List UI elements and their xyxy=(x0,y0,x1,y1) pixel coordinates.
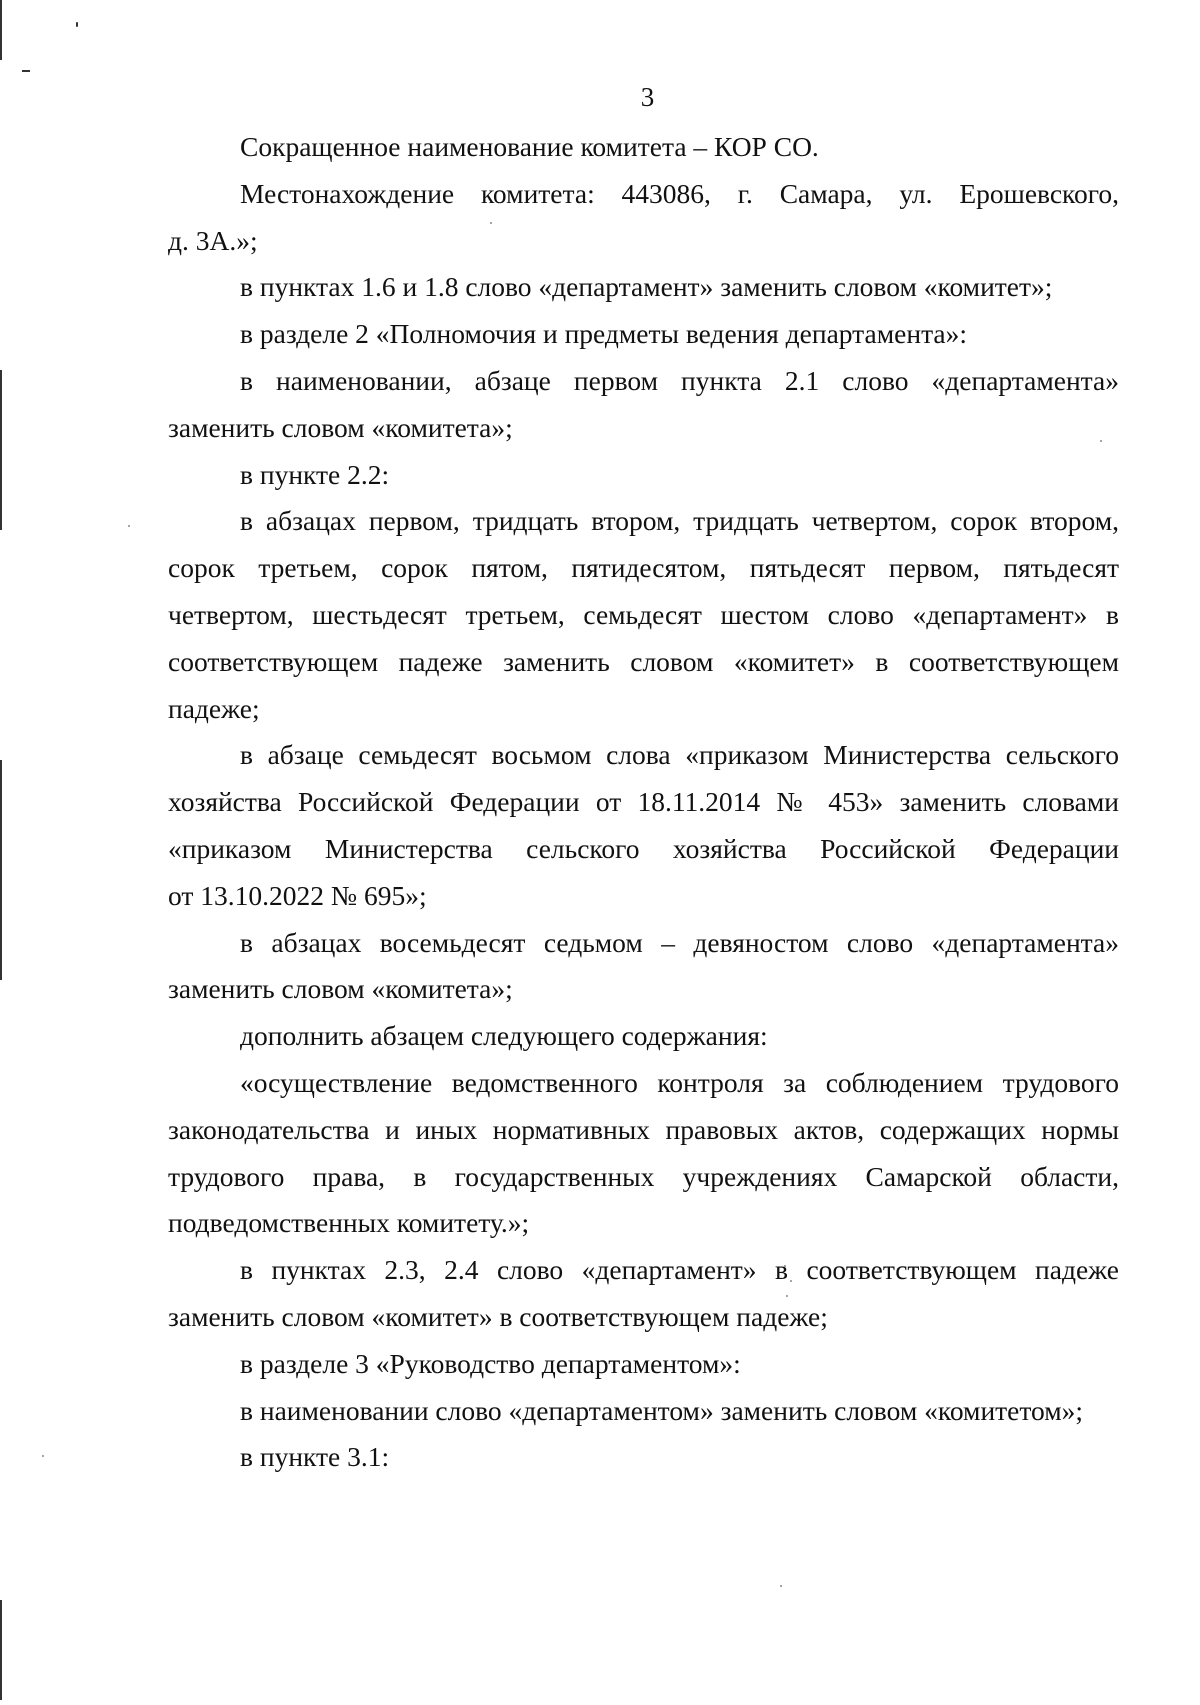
page-number: 3 xyxy=(640,82,655,112)
paragraph xyxy=(168,1388,1119,1435)
paragraph xyxy=(168,1341,1119,1388)
text-line: заменить словом «комитета»; xyxy=(168,411,513,443)
paragraph xyxy=(168,452,1119,499)
scan-edge-marks xyxy=(0,0,14,1705)
text-line: в пункте 2.2: xyxy=(240,458,390,490)
text-line: четвертом, шестьдесят третьем, семьдесят шестом слово «департамент» в xyxy=(168,598,1119,630)
text-line: в наименовании, абзаце первом пункта 2.1 слово «департамента» xyxy=(240,364,1119,396)
text-line: в наименовании слово «департаментом» заменить словом «комитетом»; xyxy=(240,1394,1084,1426)
paragraph xyxy=(168,264,1119,311)
paragraph xyxy=(168,171,1119,265)
text-line: сорок третьем, сорок пятом, пятидесятом, пятьдесят первом, пятьдесят xyxy=(168,552,1119,584)
text-line: Сокращенное наименование комитета – КОР СО. xyxy=(240,131,819,162)
text-line: Местонахождение комитета: 443086, г. Самара, ул. Ерошевского, xyxy=(240,177,1119,209)
text-line: д. 3А.»; xyxy=(168,224,258,256)
text-line: соответствующем падеже заменить словом «комитет» в соответствующем xyxy=(168,645,1119,677)
text-line: в абзацах первом, тридцать втором, тридцать четвертом, сорок втором, xyxy=(240,505,1119,537)
paragraph xyxy=(168,1434,1119,1481)
paragraph xyxy=(168,1060,1119,1247)
paragraph xyxy=(168,124,1119,171)
text-line: в абзацах восемьдесят седьмом – девяностом слово «департамента» xyxy=(240,926,1119,958)
text-line: в пункте 3.1: xyxy=(240,1441,390,1473)
text-line: подведомственных комитету.»; xyxy=(168,1207,530,1239)
document-body xyxy=(168,124,1119,1481)
text-line: в пунктах 2.3, 2.4 слово «департамент» в соответствующем падеже xyxy=(240,1254,1119,1286)
paragraph xyxy=(168,1247,1119,1341)
paragraph xyxy=(168,498,1119,732)
text-line: от 13.10.2022 № 695»; xyxy=(168,879,427,911)
paragraph xyxy=(168,1013,1119,1060)
text-line: падеже; xyxy=(168,692,260,724)
paragraph xyxy=(168,732,1119,919)
text-line: заменить словом «комитета»; xyxy=(168,973,513,1005)
text-line: дополнить абзацем следующего содержания: xyxy=(240,1020,768,1052)
text-line: в разделе 3 «Руководство департаментом»: xyxy=(240,1347,741,1379)
text-line: в абзаце семьдесят восьмом слова «приказом Министерства сельского xyxy=(240,739,1119,771)
text-line: «осуществление ведомственного контроля за соблюдением трудового xyxy=(240,1066,1119,1098)
text-line: трудового права, в государственных учреждениях Самарской области, xyxy=(168,1160,1119,1192)
text-line: «приказом Министерства сельского хозяйства Российской Федерации xyxy=(168,832,1119,864)
text-line: заменить словом «комитет» в соответствующем падеже; xyxy=(168,1300,828,1332)
text-line: хозяйства Российской Федерации от 18.11.2014 № 453» заменить словами xyxy=(168,786,1119,818)
paragraph xyxy=(168,920,1119,1014)
text-line: законодательства и иных нормативных правовых актов, содержащих нормы xyxy=(168,1113,1119,1145)
paragraph xyxy=(168,358,1119,452)
paragraph xyxy=(168,311,1119,358)
text-line: в пунктах 1.6 и 1.8 слово «департамент» заменить словом «комитет»; xyxy=(240,271,1053,303)
text-line: в разделе 2 «Полномочия и предметы ведения департамента»: xyxy=(240,318,968,350)
